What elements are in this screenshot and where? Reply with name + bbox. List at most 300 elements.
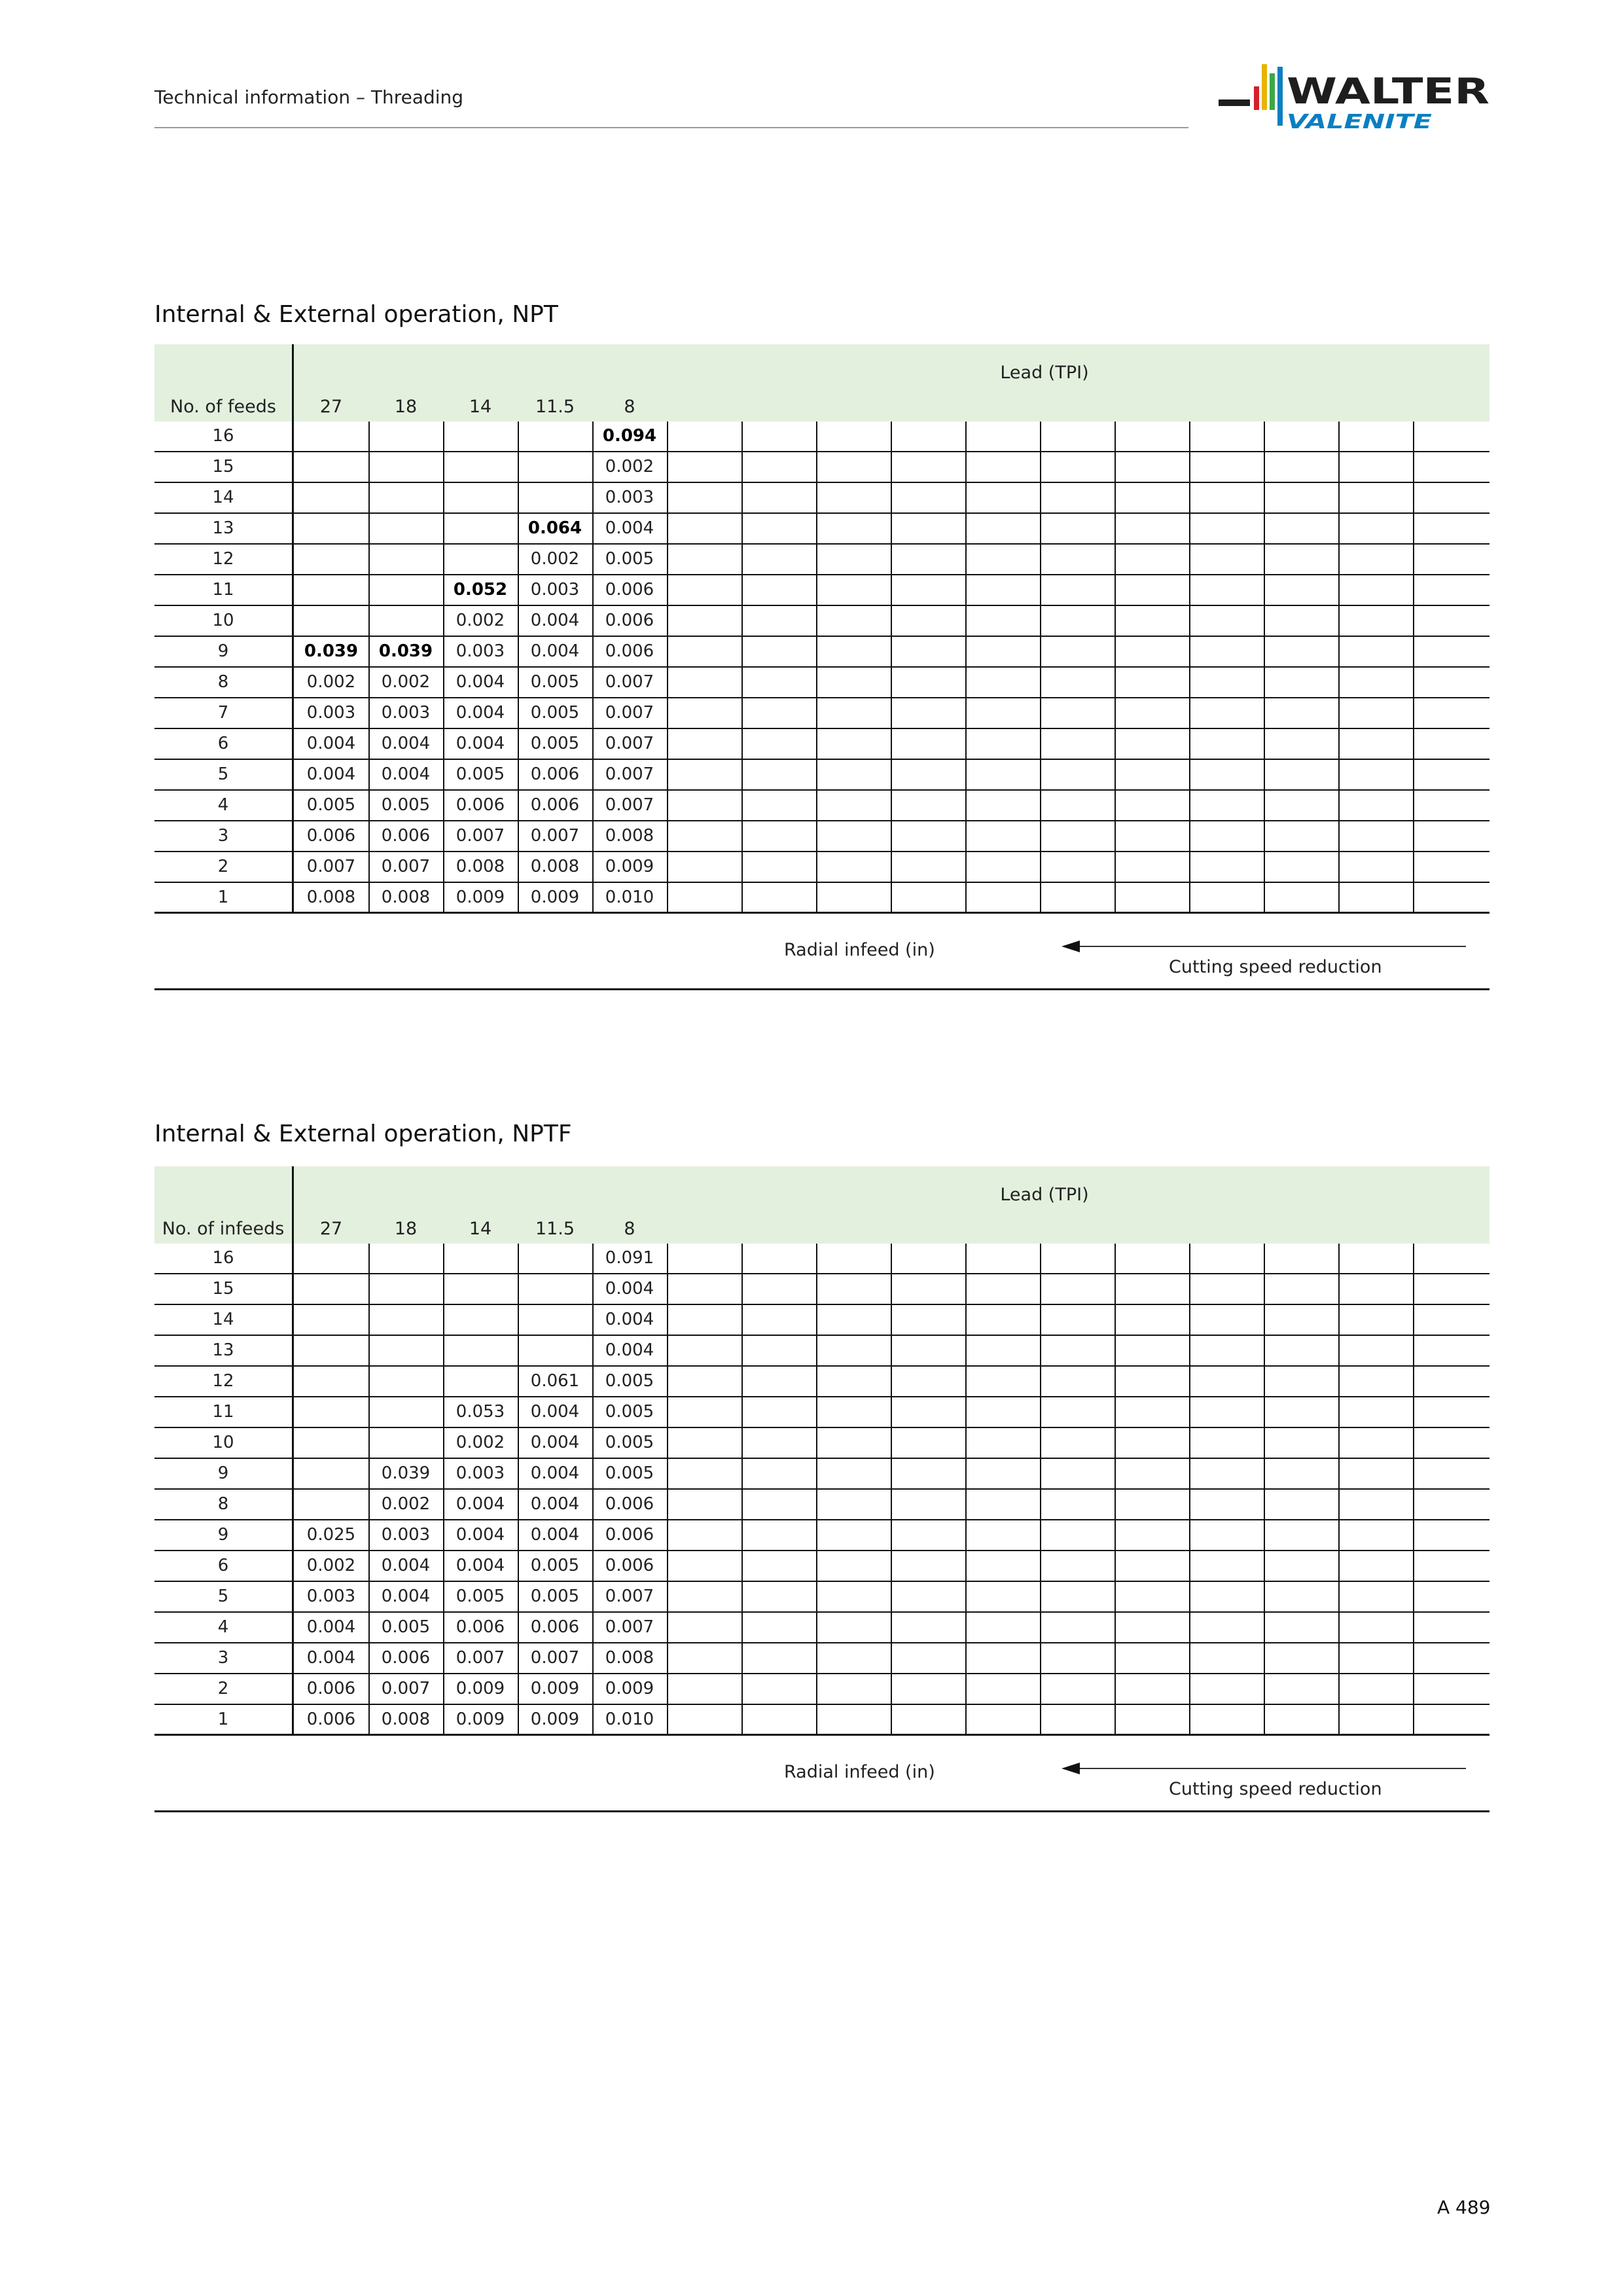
grid-line [965, 1520, 967, 1550]
grid-line [368, 1705, 370, 1734]
infeed-value-cell: 0.008 [530, 857, 580, 876]
grid-line [1040, 1674, 1041, 1704]
grid-line [1264, 698, 1265, 728]
grid-line [1040, 1459, 1041, 1488]
grid-line [518, 1244, 519, 1273]
grid-line [741, 483, 743, 512]
infeed-value-cell: 0.004 [530, 641, 580, 661]
grid-line [592, 422, 594, 451]
grid-line [1189, 1613, 1190, 1642]
grid-line [1189, 1336, 1190, 1365]
grid-line [1338, 1705, 1340, 1734]
grid-line [1115, 1551, 1116, 1581]
grid-line [816, 1643, 817, 1673]
grid-line [443, 883, 444, 912]
grid-line [965, 575, 967, 605]
grid-line [1189, 668, 1190, 697]
grid-line [1040, 422, 1041, 451]
grid-line [891, 1367, 892, 1396]
table-row [154, 852, 1489, 883]
grid-line [741, 791, 743, 820]
nptf-table [154, 1166, 1489, 1799]
grid-line [1413, 575, 1414, 605]
grid-line [1189, 1551, 1190, 1581]
grid-line [443, 1520, 444, 1550]
grid-line [443, 668, 444, 697]
grid-line [1413, 698, 1414, 728]
grid-line [891, 483, 892, 512]
infeed-value-cell: 0.009 [455, 888, 505, 907]
grid-line [965, 1674, 967, 1704]
infeed-value-cell: 0.002 [530, 549, 580, 569]
grid-line [741, 1305, 743, 1335]
grid-line [1264, 575, 1265, 605]
column-header: 8 [624, 1219, 635, 1239]
grid-line [741, 452, 743, 482]
radial-infeed-label: Radial infeed (in) [784, 1762, 935, 1782]
grid-line [1115, 698, 1116, 728]
grid-line [1264, 452, 1265, 482]
infeed-value-cell: 0.008 [455, 857, 505, 876]
grid-line [1040, 1613, 1041, 1642]
infeed-value-cell: 0.005 [530, 703, 580, 723]
grid-line [891, 422, 892, 451]
column-header: 11.5 [535, 1219, 575, 1239]
grid-line [518, 452, 519, 482]
grid-line [443, 637, 444, 666]
grid-line [518, 1397, 519, 1427]
grid-line [368, 791, 370, 820]
infeed-value-cell: 0.007 [605, 764, 654, 784]
infeed-value-cell: 0.004 [605, 1310, 654, 1329]
grid-line [816, 452, 817, 482]
grid-line [816, 1397, 817, 1427]
grid-line [891, 668, 892, 697]
grid-line [443, 1490, 444, 1519]
grid-line [816, 1367, 817, 1396]
grid-line [1115, 1336, 1116, 1365]
grid-line [518, 637, 519, 666]
grid-line [368, 1582, 370, 1611]
grid-line [292, 883, 294, 912]
grid-line [1264, 1244, 1265, 1273]
feed-number-cell: 2 [217, 1679, 229, 1698]
grid-line [368, 545, 370, 574]
grid-line [1338, 1397, 1340, 1427]
grid-line [368, 514, 370, 543]
grid-line [443, 1705, 444, 1734]
grid-line [1040, 1367, 1041, 1396]
infeed-value-cell: 0.003 [306, 1587, 356, 1606]
grid-line [443, 1459, 444, 1488]
grid-line [816, 514, 817, 543]
grid-line [667, 575, 668, 605]
grid-line [1338, 1336, 1340, 1365]
grid-line [518, 1428, 519, 1458]
grid-line [1115, 729, 1116, 759]
grid-line [965, 606, 967, 636]
infeed-value-cell: 0.094 [602, 426, 657, 446]
grid-line [1264, 1367, 1265, 1396]
grid-line [816, 1520, 817, 1550]
radial-infeed-label: Radial infeed (in) [784, 940, 935, 960]
grid-line [368, 1274, 370, 1304]
grid-line [518, 821, 519, 851]
grid-line [1264, 606, 1265, 636]
grid-line [1189, 760, 1190, 789]
grid-line [816, 821, 817, 851]
infeed-value-cell: 0.007 [381, 857, 431, 876]
lead-tpi-label: Lead (TPI) [1000, 1185, 1089, 1205]
grid-line [741, 760, 743, 789]
infeed-value-cell: 0.009 [455, 1710, 505, 1729]
table-row [154, 483, 1489, 514]
table-row [154, 1551, 1489, 1582]
grid-line [1413, 1244, 1414, 1273]
grid-line [741, 1336, 743, 1365]
grid-line [1189, 452, 1190, 482]
grid-line [443, 545, 444, 574]
grid-line [443, 1274, 444, 1304]
table-row [154, 821, 1489, 852]
grid-line [965, 729, 967, 759]
table-row [154, 668, 1489, 698]
infeed-value-cell [368, 1336, 443, 1365]
grid-line [667, 1244, 668, 1273]
infeed-value-cell: 0.004 [455, 734, 505, 753]
row-header-label: No. of feeds [170, 397, 276, 417]
grid-line [443, 1674, 444, 1704]
infeed-value-cell [294, 1274, 368, 1304]
infeed-value-cell: 0.006 [381, 826, 431, 846]
table-row [154, 1459, 1489, 1490]
grid-line [518, 1367, 519, 1396]
grid-line [368, 821, 370, 851]
grid-line [1040, 1705, 1041, 1734]
header-divider [292, 344, 294, 422]
grid-line [1264, 760, 1265, 789]
grid-line [592, 1551, 594, 1581]
grid-line [443, 1428, 444, 1458]
grid-line [443, 606, 444, 636]
grid-line [592, 852, 594, 882]
infeed-value-cell [294, 1305, 368, 1335]
grid-line [1189, 883, 1190, 912]
grid-line [1264, 1490, 1265, 1519]
grid-line [1264, 422, 1265, 451]
grid-line [592, 1674, 594, 1704]
grid-line [443, 1613, 444, 1642]
grid-line [1040, 668, 1041, 697]
grid-line [1189, 1274, 1190, 1304]
grid-line [1264, 668, 1265, 697]
grid-line [741, 883, 743, 912]
cutting-speed-reduction-label: Cutting speed reduction [1169, 957, 1382, 977]
grid-line [592, 606, 594, 636]
grid-line [1413, 1305, 1414, 1335]
grid-line [1040, 1274, 1041, 1304]
grid-line [1115, 1613, 1116, 1642]
grid-line [1264, 1520, 1265, 1550]
grid-line [741, 729, 743, 759]
grid-line [667, 1674, 668, 1704]
grid-line [741, 422, 743, 451]
infeed-value-cell: 0.010 [605, 888, 654, 907]
grid-line [1189, 1367, 1190, 1396]
grid-line [741, 1520, 743, 1550]
grid-line [1189, 545, 1190, 574]
grid-line [1338, 514, 1340, 543]
grid-line [891, 1459, 892, 1488]
grid-line [965, 545, 967, 574]
grid-line [1115, 545, 1116, 574]
grid-line [518, 698, 519, 728]
infeed-value-cell: 0.004 [306, 764, 356, 784]
grid-line [891, 1705, 892, 1734]
grid-line [1040, 883, 1041, 912]
grid-line [1264, 637, 1265, 666]
infeed-value-cell: 0.008 [605, 1648, 654, 1668]
grid-line [1413, 1490, 1414, 1519]
grid-line [292, 1459, 294, 1488]
infeed-value-cell [443, 483, 518, 512]
table-row [154, 729, 1489, 760]
grid-line [891, 1551, 892, 1581]
grid-line [1264, 514, 1265, 543]
grid-line [292, 729, 294, 759]
grid-line [292, 575, 294, 605]
grid-line [1338, 1674, 1340, 1704]
infeed-value-cell: 0.006 [605, 1525, 654, 1545]
table-row [154, 1705, 1489, 1736]
grid-line [1413, 1613, 1414, 1642]
feed-number-cell: 6 [217, 1556, 229, 1575]
grid-line [1264, 545, 1265, 574]
grid-line [1115, 637, 1116, 666]
grid-line [1413, 1582, 1414, 1611]
grid-line [741, 698, 743, 728]
grid-line [667, 1582, 668, 1611]
grid-line [1413, 1336, 1414, 1365]
feed-number-cell: 4 [217, 1617, 229, 1637]
infeed-value-cell [443, 1367, 518, 1396]
grid-line [891, 1613, 892, 1642]
column-header: 18 [394, 397, 418, 417]
grid-line [891, 791, 892, 820]
infeed-value-cell [518, 1274, 592, 1304]
grid-line [518, 1459, 519, 1488]
infeed-value-cell [294, 1336, 368, 1365]
infeed-value-cell [443, 1244, 518, 1273]
infeed-value-cell: 0.091 [605, 1248, 654, 1268]
infeed-value-cell: 0.007 [381, 1679, 431, 1698]
feed-number-cell: 12 [212, 549, 234, 569]
infeed-value-cell: 0.005 [530, 734, 580, 753]
grid-line [741, 1705, 743, 1734]
grid-line [816, 1551, 817, 1581]
grid-line [518, 729, 519, 759]
grid-line [518, 483, 519, 512]
grid-line [965, 1643, 967, 1673]
grid-line [1338, 1582, 1340, 1611]
grid-line [443, 1367, 444, 1396]
infeed-value-cell: 0.004 [306, 1648, 356, 1668]
infeed-value-cell: 0.009 [455, 1679, 505, 1698]
grid-line [741, 1274, 743, 1304]
grid-line [368, 1613, 370, 1642]
grid-line [891, 698, 892, 728]
infeed-value-cell: 0.007 [455, 1648, 505, 1668]
grid-line [1338, 1274, 1340, 1304]
grid-line [1115, 883, 1116, 912]
feed-number-cell: 6 [217, 734, 229, 753]
grid-line [1264, 1551, 1265, 1581]
grid-line [292, 483, 294, 512]
feed-number-cell: 9 [217, 1525, 229, 1545]
table-row [154, 791, 1489, 821]
grid-line [292, 1705, 294, 1734]
grid-line [1115, 1367, 1116, 1396]
grid-line [443, 1244, 444, 1273]
feed-number-cell: 2 [217, 857, 229, 876]
infeed-value-cell [294, 1459, 368, 1488]
grid-line [1040, 514, 1041, 543]
grid-line [1413, 1643, 1414, 1673]
infeed-value-cell: 0.006 [605, 1494, 654, 1514]
infeed-value-cell [294, 575, 368, 605]
grid-line [1413, 852, 1414, 882]
grid-line [1115, 422, 1116, 451]
infeed-value-cell: 0.006 [605, 641, 654, 661]
infeed-value-cell: 0.007 [530, 1648, 580, 1668]
grid-line [443, 1643, 444, 1673]
left-arrow-icon [1061, 939, 1467, 954]
grid-line [1264, 791, 1265, 820]
grid-line [592, 1274, 594, 1304]
infeed-value-cell: 0.006 [455, 1617, 505, 1637]
grid-line [1338, 791, 1340, 820]
grid-line [368, 452, 370, 482]
grid-line [1338, 483, 1340, 512]
grid-line [1264, 852, 1265, 882]
grid-line [741, 1613, 743, 1642]
grid-line [741, 1582, 743, 1611]
infeed-value-cell: 0.003 [530, 580, 580, 600]
grid-line [816, 883, 817, 912]
grid-line [667, 606, 668, 636]
grid-line [292, 637, 294, 666]
grid-line [1413, 729, 1414, 759]
grid-line [518, 514, 519, 543]
grid-line [891, 1336, 892, 1365]
infeed-value-cell [443, 1336, 518, 1365]
infeed-value-cell: 0.006 [306, 1710, 356, 1729]
infeed-value-cell: 0.004 [605, 1279, 654, 1299]
infeed-value-cell: 0.008 [605, 826, 654, 846]
infeed-value-cell [294, 1397, 368, 1427]
grid-line [667, 1613, 668, 1642]
grid-line [292, 1613, 294, 1642]
feed-number-cell: 9 [217, 641, 229, 661]
table-row [154, 1643, 1489, 1674]
grid-line [443, 1305, 444, 1335]
grid-line [667, 483, 668, 512]
infeed-value-cell: 0.008 [381, 1710, 431, 1729]
grid-line [518, 1613, 519, 1642]
infeed-value-cell [443, 422, 518, 451]
table-row [154, 1305, 1489, 1336]
grid-line [741, 575, 743, 605]
grid-line [592, 1367, 594, 1396]
grid-line [741, 606, 743, 636]
feed-number-cell: 15 [212, 457, 234, 476]
grid-line [1338, 729, 1340, 759]
grid-line [592, 1428, 594, 1458]
grid-line [368, 1244, 370, 1273]
grid-line [368, 1459, 370, 1488]
infeed-value-cell [294, 606, 368, 636]
grid-line [1040, 1582, 1041, 1611]
grid-line [1264, 1613, 1265, 1642]
infeed-value-cell: 0.004 [605, 1340, 654, 1360]
infeed-value-cell [294, 483, 368, 512]
table-row [154, 1674, 1489, 1705]
grid-line [292, 698, 294, 728]
grid-line [1040, 575, 1041, 605]
grid-line [1264, 1336, 1265, 1365]
grid-line [368, 1643, 370, 1673]
grid-line [1338, 883, 1340, 912]
grid-line [1189, 1459, 1190, 1488]
grid-line [368, 483, 370, 512]
grid-line [1338, 821, 1340, 851]
grid-line [1040, 1244, 1041, 1273]
grid-line [667, 1336, 668, 1365]
infeed-value-cell: 0.007 [306, 857, 356, 876]
infeed-value-cell [294, 452, 368, 482]
infeed-value-cell: 0.005 [306, 795, 356, 815]
infeed-value-cell: 0.007 [530, 826, 580, 846]
grid-line [592, 1459, 594, 1488]
infeed-value-cell: 0.004 [530, 611, 580, 630]
logo-wordmark-valenite: VALENITE [1287, 111, 1433, 134]
grid-line [1189, 606, 1190, 636]
infeed-value-cell [518, 1244, 592, 1273]
column-header: 8 [624, 397, 635, 417]
grid-line [518, 1490, 519, 1519]
infeed-value-cell: 0.005 [381, 795, 431, 815]
grid-line [965, 452, 967, 482]
table-row [154, 883, 1489, 914]
grid-line [667, 1305, 668, 1335]
infeed-value-cell: 0.004 [605, 518, 654, 538]
grid-line [592, 1705, 594, 1734]
grid-line [667, 1490, 668, 1519]
grid-line [1413, 1397, 1414, 1427]
grid-line [518, 668, 519, 697]
infeed-value-cell: 0.007 [605, 1587, 654, 1606]
grid-line [667, 637, 668, 666]
grid-line [1189, 698, 1190, 728]
grid-line [1338, 1520, 1340, 1550]
grid-line [443, 575, 444, 605]
grid-line [1338, 1367, 1340, 1396]
grid-line [891, 606, 892, 636]
infeed-value-cell: 0.005 [605, 1433, 654, 1452]
grid-line [741, 545, 743, 574]
infeed-value-cell: 0.004 [381, 1556, 431, 1575]
section-title-npt: Internal & External operation, NPT [154, 301, 558, 328]
